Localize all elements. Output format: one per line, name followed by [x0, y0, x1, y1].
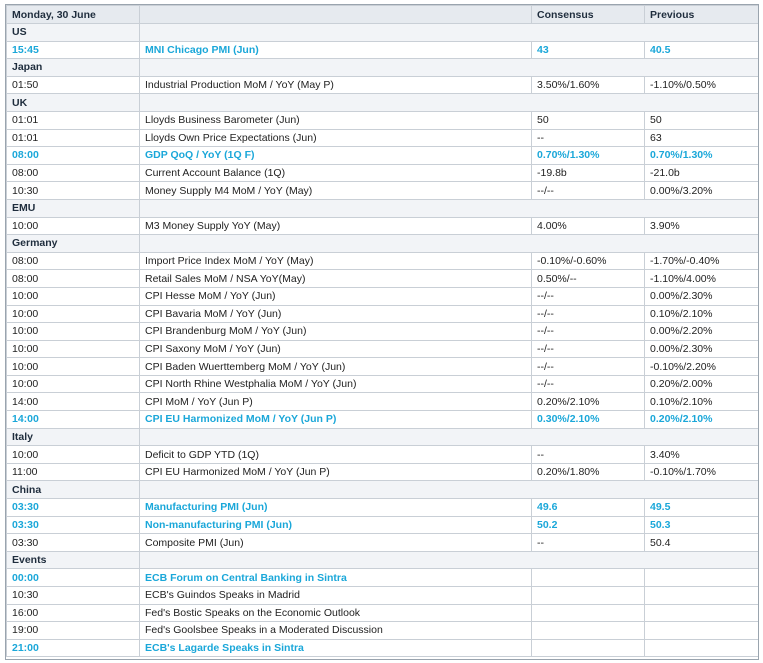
previous-value: 50 [645, 111, 759, 129]
consensus-value: --/-- [532, 305, 645, 323]
table-row [7, 499, 759, 517]
event-name: Manufacturing PMI (Jun) [140, 499, 532, 517]
previous-value: -1.70%/-0.40% [645, 252, 759, 270]
economic-calendar-table [6, 5, 759, 657]
event-time: 10:00 [7, 323, 140, 341]
table-row [7, 569, 759, 587]
event-time: 10:30 [7, 182, 140, 200]
previous-value: 0.10%/2.10% [645, 305, 759, 323]
table-row [7, 129, 759, 147]
event-time: 10:00 [7, 358, 140, 376]
table-row [7, 534, 759, 552]
event-name: ECB's Lagarde Speaks in Sintra [140, 639, 532, 657]
consensus-header: Consensus [532, 6, 645, 24]
table-row [7, 463, 759, 481]
consensus-value: -- [532, 534, 645, 552]
previous-value: -0.10%/2.20% [645, 358, 759, 376]
previous-value [645, 569, 759, 587]
event-name: Non-manufacturing PMI (Jun) [140, 516, 532, 534]
event-name: Fed's Bostic Speaks on the Economic Outlook [140, 604, 532, 622]
region-label: Germany [7, 235, 140, 253]
region-row [7, 24, 759, 42]
previous-value: 0.20%/2.10% [645, 411, 759, 429]
region-row [7, 235, 759, 253]
event-time: 01:50 [7, 76, 140, 94]
event-time: 11:00 [7, 463, 140, 481]
table-row [7, 639, 759, 657]
previous-value: 3.90% [645, 217, 759, 235]
consensus-value [532, 622, 645, 640]
event-time: 21:00 [7, 639, 140, 657]
region-row [7, 199, 759, 217]
region-label: Events [7, 551, 140, 569]
table-row [7, 182, 759, 200]
table-row [7, 604, 759, 622]
event-name: CPI Baden Wuerttemberg MoM / YoY (Jun) [140, 358, 532, 376]
event-header [140, 6, 532, 24]
event-time: 10:00 [7, 217, 140, 235]
event-time: 00:00 [7, 569, 140, 587]
event-name: Money Supply M4 MoM / YoY (May) [140, 182, 532, 200]
event-name: CPI Bavaria MoM / YoY (Jun) [140, 305, 532, 323]
event-name: GDP QoQ / YoY (1Q F) [140, 147, 532, 165]
consensus-value: --/-- [532, 287, 645, 305]
table-row [7, 411, 759, 429]
table-row [7, 111, 759, 129]
event-time: 08:00 [7, 252, 140, 270]
region-label: EMU [7, 199, 140, 217]
previous-value: 49.5 [645, 499, 759, 517]
previous-value [645, 604, 759, 622]
date-header: Monday, 30 June [7, 6, 140, 24]
consensus-value: 0.50%/-- [532, 270, 645, 288]
table-header-row [7, 6, 759, 24]
table-row [7, 287, 759, 305]
table-row [7, 393, 759, 411]
table-row [7, 252, 759, 270]
consensus-value: --/-- [532, 323, 645, 341]
region-spacer [140, 428, 759, 446]
table-row [7, 446, 759, 464]
previous-value: 0.00%/3.20% [645, 182, 759, 200]
previous-value [645, 587, 759, 605]
table-row [7, 76, 759, 94]
event-name: Import Price Index MoM / YoY (May) [140, 252, 532, 270]
table-row [7, 41, 759, 59]
consensus-value: 0.20%/2.10% [532, 393, 645, 411]
consensus-value: -19.8b [532, 164, 645, 182]
event-name: CPI EU Harmonized MoM / YoY (Jun P) [140, 463, 532, 481]
previous-value: 0.10%/2.10% [645, 393, 759, 411]
event-time: 14:00 [7, 411, 140, 429]
event-time: 19:00 [7, 622, 140, 640]
event-time: 03:30 [7, 534, 140, 552]
region-spacer [140, 235, 759, 253]
table-row [7, 147, 759, 165]
region-label: China [7, 481, 140, 499]
table-row [7, 375, 759, 393]
consensus-value: 0.30%/2.10% [532, 411, 645, 429]
previous-value [645, 622, 759, 640]
event-name: Industrial Production MoM / YoY (May P) [140, 76, 532, 94]
consensus-value: --/-- [532, 182, 645, 200]
region-spacer [140, 551, 759, 569]
event-time: 08:00 [7, 147, 140, 165]
previous-value: 63 [645, 129, 759, 147]
consensus-value: -0.10%/-0.60% [532, 252, 645, 270]
event-time: 10:00 [7, 375, 140, 393]
event-time: 08:00 [7, 270, 140, 288]
region-label: Japan [7, 59, 140, 77]
table-row [7, 217, 759, 235]
event-name: CPI Hesse MoM / YoY (Jun) [140, 287, 532, 305]
event-name: Deficit to GDP YTD (1Q) [140, 446, 532, 464]
consensus-value: --/-- [532, 358, 645, 376]
consensus-value: 43 [532, 41, 645, 59]
event-time: 10:00 [7, 446, 140, 464]
previous-value: -1.10%/0.50% [645, 76, 759, 94]
region-label: UK [7, 94, 140, 112]
previous-value: 50.4 [645, 534, 759, 552]
event-time: 08:00 [7, 164, 140, 182]
event-time: 14:00 [7, 393, 140, 411]
table-row [7, 622, 759, 640]
event-time: 16:00 [7, 604, 140, 622]
previous-value: 3.40% [645, 446, 759, 464]
previous-value: 40.5 [645, 41, 759, 59]
region-row [7, 94, 759, 112]
previous-value: 50.3 [645, 516, 759, 534]
event-name: Composite PMI (Jun) [140, 534, 532, 552]
consensus-value: 50 [532, 111, 645, 129]
region-label: Italy [7, 428, 140, 446]
event-time: 15:45 [7, 41, 140, 59]
event-name: CPI EU Harmonized MoM / YoY (Jun P) [140, 411, 532, 429]
event-name: Fed's Goolsbee Speaks in a Moderated Discussion [140, 622, 532, 640]
event-time: 01:01 [7, 129, 140, 147]
table-row [7, 516, 759, 534]
event-name: M3 Money Supply YoY (May) [140, 217, 532, 235]
event-name: CPI North Rhine Westphalia MoM / YoY (Jun) [140, 375, 532, 393]
region-spacer [140, 481, 759, 499]
event-time: 10:00 [7, 340, 140, 358]
table-row [7, 358, 759, 376]
consensus-value: 50.2 [532, 516, 645, 534]
region-label: US [7, 24, 140, 42]
consensus-value: 0.70%/1.30% [532, 147, 645, 165]
previous-value: 0.70%/1.30% [645, 147, 759, 165]
region-row [7, 551, 759, 569]
previous-value: -0.10%/1.70% [645, 463, 759, 481]
event-time: 10:00 [7, 305, 140, 323]
consensus-value [532, 639, 645, 657]
event-time: 01:01 [7, 111, 140, 129]
event-name: Lloyds Business Barometer (Jun) [140, 111, 532, 129]
event-name: MNI Chicago PMI (Jun) [140, 41, 532, 59]
event-name: Current Account Balance (1Q) [140, 164, 532, 182]
region-spacer [140, 94, 759, 112]
previous-value [645, 639, 759, 657]
consensus-value: --/-- [532, 375, 645, 393]
table-row [7, 340, 759, 358]
event-time: 03:30 [7, 499, 140, 517]
event-name: CPI Brandenburg MoM / YoY (Jun) [140, 323, 532, 341]
table-row [7, 164, 759, 182]
consensus-value [532, 604, 645, 622]
previous-value: 0.00%/2.30% [645, 287, 759, 305]
region-spacer [140, 24, 759, 42]
event-time: 03:30 [7, 516, 140, 534]
consensus-value: --/-- [532, 340, 645, 358]
region-row [7, 59, 759, 77]
region-row [7, 428, 759, 446]
previous-value: -21.0b [645, 164, 759, 182]
table-row [7, 270, 759, 288]
previous-value: -1.10%/4.00% [645, 270, 759, 288]
table-row [7, 305, 759, 323]
event-name: Lloyds Own Price Expectations (Jun) [140, 129, 532, 147]
previous-value: 0.00%/2.20% [645, 323, 759, 341]
event-name: Retail Sales MoM / NSA YoY(May) [140, 270, 532, 288]
consensus-value: 0.20%/1.80% [532, 463, 645, 481]
consensus-value [532, 587, 645, 605]
event-time: 10:30 [7, 587, 140, 605]
previous-header: Previous [645, 6, 759, 24]
region-spacer [140, 59, 759, 77]
table-row [7, 587, 759, 605]
calendar-body [7, 24, 759, 657]
region-spacer [140, 199, 759, 217]
previous-value: 0.00%/2.30% [645, 340, 759, 358]
event-time: 10:00 [7, 287, 140, 305]
consensus-value: -- [532, 129, 645, 147]
table-row [7, 323, 759, 341]
event-name: ECB Forum on Central Banking in Sintra [140, 569, 532, 587]
consensus-value: 49.6 [532, 499, 645, 517]
previous-value: 0.20%/2.00% [645, 375, 759, 393]
event-name: CPI Saxony MoM / YoY (Jun) [140, 340, 532, 358]
event-name: CPI MoM / YoY (Jun P) [140, 393, 532, 411]
region-row [7, 481, 759, 499]
consensus-value [532, 569, 645, 587]
event-name: ECB's Guindos Speaks in Madrid [140, 587, 532, 605]
consensus-value: -- [532, 446, 645, 464]
consensus-value: 3.50%/1.60% [532, 76, 645, 94]
consensus-value: 4.00% [532, 217, 645, 235]
